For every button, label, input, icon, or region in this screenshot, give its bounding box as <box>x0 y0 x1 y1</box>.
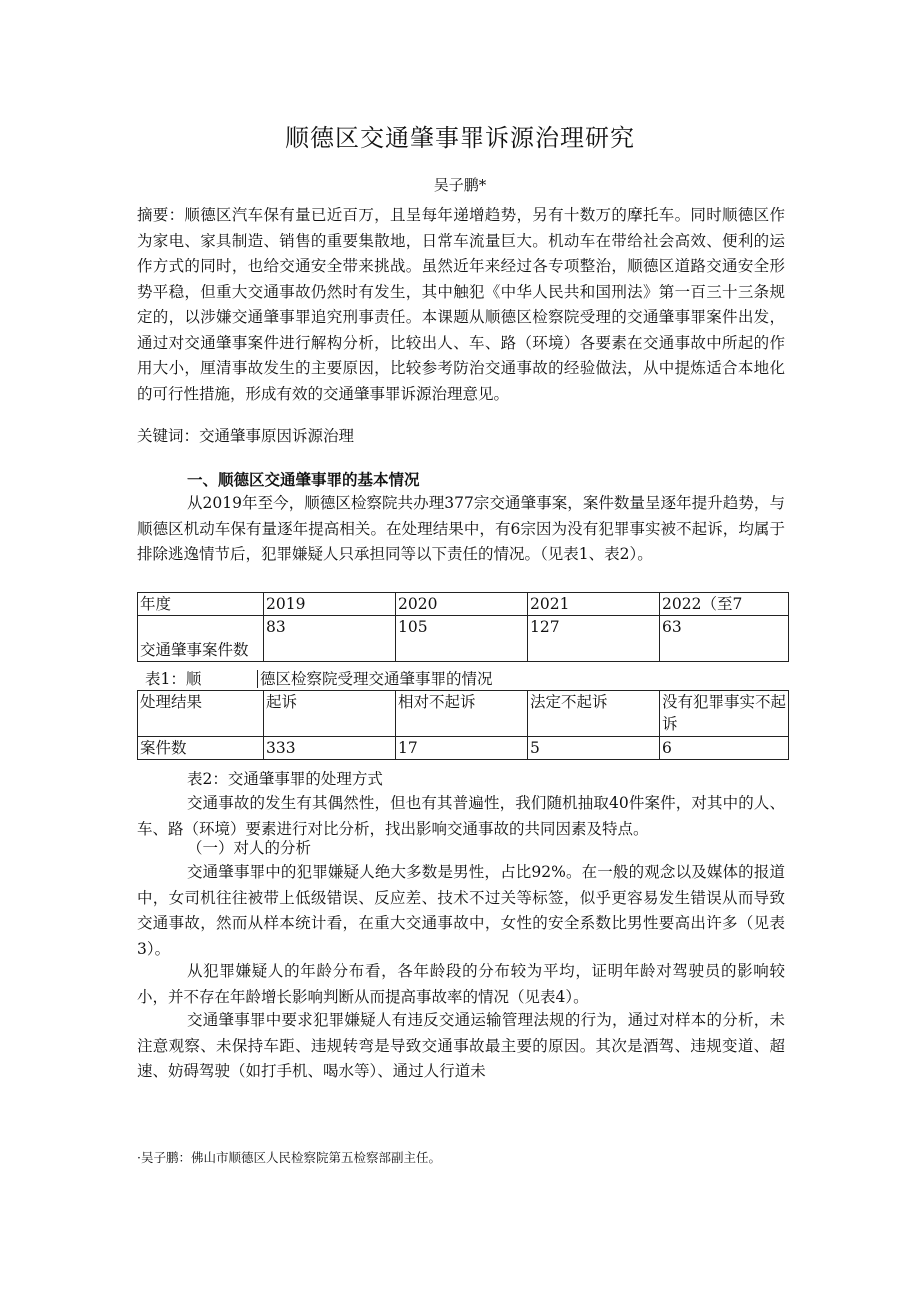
table-cell: 相对不起诉 <box>396 691 528 737</box>
table-row <box>138 737 789 760</box>
table-cell: 105 <box>396 616 528 662</box>
table-row <box>138 691 789 737</box>
paragraph-4: 从犯罪嫌疑人的年龄分布看，各年龄段的分布较为平均，证明年龄对驾驶员的影响较小，并不存在年龄增长影响判断从而提高事故率的情况（见表4）。 <box>137 962 785 1006</box>
table-cell: 法定不起诉 <box>528 691 660 737</box>
table-2-caption: 表2：交通肇事罪的处理方式 <box>187 770 383 788</box>
table-cell: 5 <box>528 737 660 760</box>
author-line: 吴子鹏* <box>433 176 487 194</box>
table-cell: 2020 <box>396 593 528 616</box>
footnote: ·吴子鹏：佛山市顺德区人民检察院第五检察部副主任。 <box>137 1150 441 1165</box>
paragraph-1: 从2019年至今，顺德区检察院共办理377宗交通肇事案，案件数量呈逐年提升趋势，与顺德区机动车保有量逐年提高相关。在处理结果中，有6宗因为没有犯罪事实被不起诉，均属于排除逃逸情节后，犯罪嫌疑人只承担同等以下责任的情况。（见表1、表2）。 <box>137 494 785 563</box>
table-cell: 案件数 <box>138 737 264 760</box>
table-cell: 起诉 <box>264 691 396 737</box>
table-cell: 2021 <box>528 593 660 616</box>
table-1-caption <box>137 667 785 689</box>
table-cell: 交通肇事案件数 <box>138 616 264 662</box>
keywords: 关键词：交通肇事原因诉源治理 <box>137 427 355 445</box>
paragraph-3: 交通肇事罪中的犯罪嫌疑人绝大多数是男性，占比92%。在一般的观念以及媒体的报道中，女司机往往被带上低级错误、反应差、技术不过关等标签，似乎更容易发生错误从而导致交通事故，然而从样本统计看，在重大交通事故中，女性的安全系数比男性要高出许多（见表3）。 <box>137 863 785 958</box>
table-cell: 2019 <box>264 593 396 616</box>
table-cell: 处理结果 <box>138 691 264 737</box>
table-cell: 333 <box>264 737 396 760</box>
abstract: 摘要：顺德区汽车保有量已近百万，且呈每年递增趋势，另有十数万的摩托车。同时顺德区作为家电、家具制造、销售的重要集散地，日常车流量巨大。机动车在带给社会高效、便利的运作方式的同时，也给交通安全带来挑战。虽然近年来经过各专项整治，顺德区道路交通安全形势平稳，但重大交通事故仍然时有发生，其中触犯《中华人民共和国刑法》第一百三十三条规定的，以涉嫌交通肇事罪追究刑事责任。本课题从顺德区检察院受理的交通肇事罪案件出发，通过对交通肇事案件进行解构分析，比较出人、车、路（环境）各要素在交通事故中所起的作用大小，厘清事故发生的主要原因，比较参考防治交通事故的经验做法，从中提炼适合本地化的可行性措施，形成有效的交通肇事罪诉源治理意见。 <box>137 206 785 403</box>
table-row <box>138 593 789 616</box>
paragraph-5: 交通肇事罪中要求犯罪嫌疑人有违反交通运输管理法规的行为，通过对样本的分析，未注意观察、未保持车距、违规转弯是导致交通事故最主要的原因。其次是酒驾、违规变道、超速、妨碍驾驶（如打手机、喝水等）、通过人行道未 <box>137 1011 785 1080</box>
table-cell: 没有犯罪事实不起诉 <box>660 691 789 737</box>
caption-part: 表1：顺 <box>145 670 202 688</box>
table-cell: 83 <box>264 616 396 662</box>
table-cell: 63 <box>660 616 789 662</box>
paper-title: 顺德区交通肇事罪诉源治理研究 <box>285 124 635 152</box>
section-heading-1: 一、顺德区交通肇事罪的基本情况 <box>187 470 420 489</box>
table-cell: 6 <box>660 737 789 760</box>
table-cell: 127 <box>528 616 660 662</box>
caption-part: 德区检察院受理交通肇事罪的情况 <box>257 670 493 688</box>
table-case-counts <box>137 592 789 662</box>
table-row <box>138 616 789 662</box>
table-outcomes <box>137 690 789 760</box>
paragraph-2: 交通事故的发生有其偶然性，但也有其普遍性，我们随机抽取40件案件，对其中的人、车、路（环境）要素进行对比分析，找出影响交通事故的共同因素及特点。 <box>137 794 785 838</box>
table-cell: 2022（至7 <box>660 593 789 616</box>
subsection-heading: （一）对人的分析 <box>187 839 312 857</box>
table-cell: 年度 <box>138 593 264 616</box>
table-cell: 17 <box>396 737 528 760</box>
